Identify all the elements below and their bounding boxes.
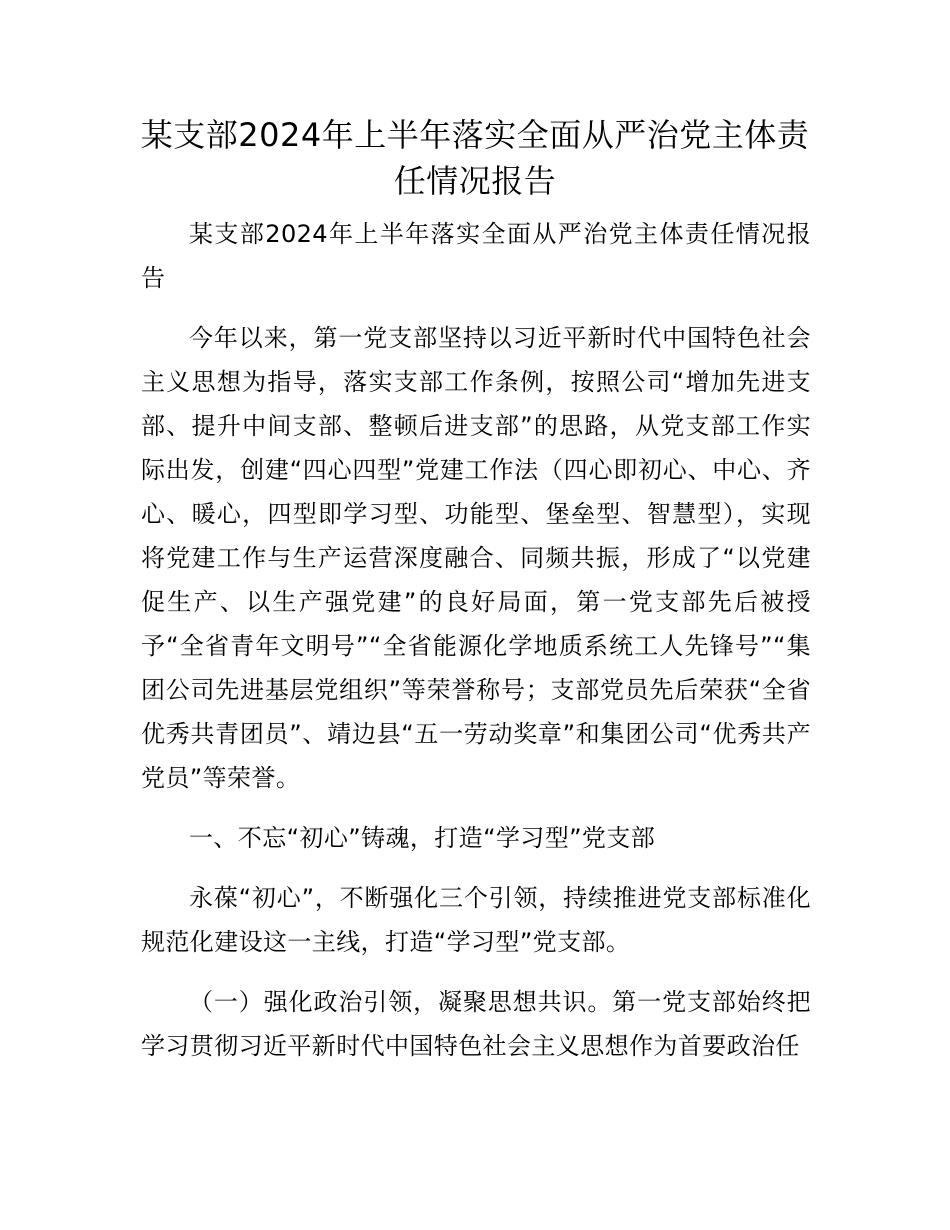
section-heading-1: 一、不忘“初心”铸魂，打造“学习型”党支部 — [189, 824, 656, 852]
document-title: 某支部2024年上半年落实全面从严治党主体责任情况报告 — [140, 116, 810, 200]
paragraph-repeated-title: 某支部2024年上半年落实全面从严治党主体责任情况报告 — [141, 220, 811, 292]
paragraph-intro: 今年以来，第一党支部坚持以习近平新时代中国特色社会主义思想为指导，落实支部工作条例，按照公司“增加先进支部、提升中间支部、整顿后进支部”的思路，从党支部工作实际出发，创建“四心四型”党建工作法（四心即初心、中心、齐心、暖心，四型即学习型、功能型、堡垒型、智慧型），实现将党建工作与生产运营深度融合、同频共振，形成了“以党建促生产、以生产强党建”的良好局面，第一党支部先后被授予“全省青年文明号”“全省能源化学地质系统工人先锋号”“集团公司先进基层党组织”等荣誉称号；支部党员先后荣获“全省优秀共青团员”、靖边县“五一劳动奖章”和集团公司“优秀共产党员”等荣誉。 — [141, 324, 811, 792]
subsection-1-1: （一）强化政治引领，凝聚思想共识。第一党支部始终把学习贯彻习近平新时代中国特色社会主义思想作为首要政治任 — [141, 988, 811, 1060]
document-body — [141, 212, 811, 1084]
section-summary-1: 永葆“初心”，不断强化三个引领，持续推进党支部标准化规范化建设这一主线，打造“学习型”党支部。 — [141, 884, 811, 956]
